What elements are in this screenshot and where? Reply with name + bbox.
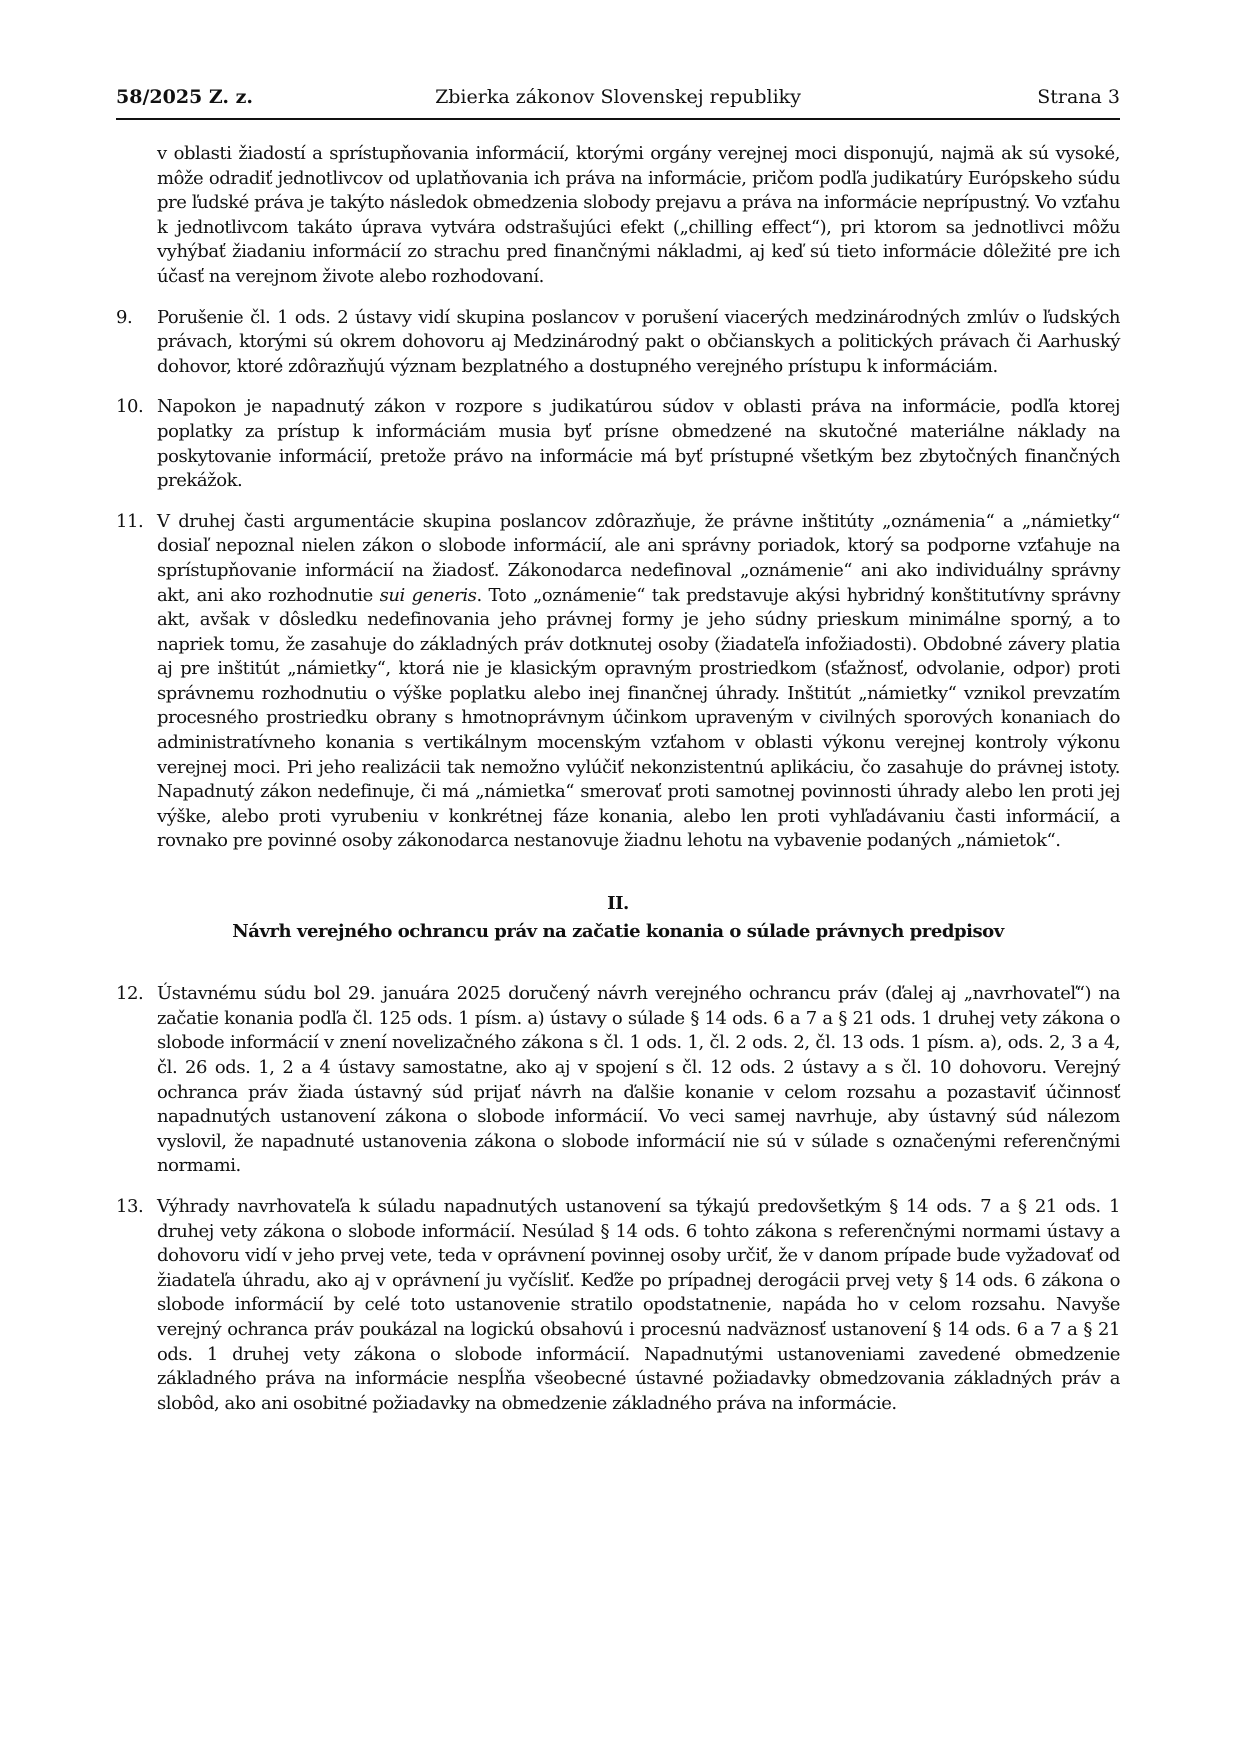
page-number: Strana 3 [1037,86,1120,108]
paragraph-text: Výhrady navrhovateľa k súladu napadnutých ustanovení sa týkajú predovšetkým § 14 ods. 7 a § 21 ods. 1 druhej vety zákona o slobode informácií. Nesúlad § 14 ods. 6 tohto zákona s referenčnými normami ústavy a dohovoru vidí v jeho prvej vete, teda v oprávnení povinnej osoby určiť, že v danom prípade bude vyžadovať od žiadateľa úhradu, ako aj v oprávnení ju vyčísliť. Keďže po prípadnej derogácii prvej vety § 14 ods. 6 zákona o slobode informácií by celé toto ustanovenie stratilo opodstatnenie, napáda ho v celom rozsahu. Navyše verejný ochranca práv poukázal na logickú obsahovú i procesnú nadväznosť ustanovení § 14 ods. 6 a 7 a § 21 ods. 1 druhej vety zákona o slobode informácií. Napadnutými ustanoveniami zavedené obmedzenie základného práva na informácie nespĺňa všeobecné ústavné požiadavky obmedzovania základných práv a slobôd, ako ani osobitné požiadavky na obmedzenie základného práva na informácie. [157,1195,1120,1414]
paragraph-text [157,510,1120,854]
section-number: II. [607,893,629,915]
document-body [116,142,1120,1432]
paragraph-text-part: V druhej časti argumentácie skupina poslancov zdôrazňuje, že právne inštitúty „oznámenia“ a „námietky“ dosiaľ nepoznal nielen zákon o slobode informácií, ale ani správny poriadok, ktorý sa podporne vzťahuje na sprístupňovanie informácií na žiadosť. Zákonodarca nedefinoval „oznámenie“ ani ako individuálny správny akt, ani ako rozhodnutie [157,510,1120,606]
paragraph-text: Napokon je napadnutý zákon v rozpore s judikatúrou súdov v oblasti práva na informácie, podľa ktorej poplatky za prístup k informáciám musia byť prísne obmedzené na skutočné materiálne náklady na poskytovanie informácií, pretože právo na informácie má byť prístupné všetkým bez zbytočných finančných prekážok. [157,396,1120,492]
paragraph-text-part: . Toto „oznámenie“ tak predstavuje akýsi hybridný konštitutívny správny akt, avšak v dôsledku nedefinovania jeho právnej formy je jeho súdny prieskum minimálne sporný, a to napriek tomu, že zasahuje do základných práv dotknutej osoby (žiadateľa infožiadosti). Obdobné závery platia aj pre inštitút „námietky“, ktorá nie je klasickým opravným prostriedkom (sťažnosť, odvolanie, odpor) proti správnemu rozhodnutiu o výške poplatku alebo inej finančnej úhrady. Inštitút „námietky“ vznikol prevzatím procesného prostriedku obrany s hmotnoprávnym účinkom upraveným v civilných sporových konaniach do administratívneho konania s vertikálnym mocenským vzťahom v oblasti výkonu verejnej kontroly výkonu verejnej moci. Pri jeho realizácii tak nemožno vylúčiť nekonzistentnú aplikáciu, čo zasahuje do právnej istoty. Napadnutý zákon nedefinuje, či má „námietka“ smerovať proti samotnej povinnosti úhrady alebo len proti jej výške, alebo proti vyrubeniu v konkrétnej fáze konania, alebo len proti vyhľadávaniu časti informácií, a rovnako pre povinné osoby zákonodarca nestanovuje žiadnu lehotu na vybavenie podaných „námietok“. [157,584,1120,852]
paragraph-number: 11. [116,510,144,532]
section-title: Návrh verejného ochrancu práv na začatie konania o súlade právnych predpisov [232,920,1004,942]
numbered-paragraph-12 [116,982,1120,1179]
paragraph-text: Ústavnému súdu bol 29. januára 2025 doručený návrh verejného ochrancu práv (ďalej aj „navrhovateľ“) na začatie konania podľa čl. 125 ods. 1 písm. a) ústavy o súlade § 14 ods. 6 a 7 a § 21 ods. 1 druhej vety zákona o slobode informácií v znení novelizačného zákona s čl. 1 ods. 1, čl. 2 ods. 2, čl. 13 ods. 1 písm. a), ods. 2, 3 a 4, čl. 26 ods. 1, 2 a 4 ústavy samostatne, ako aj v spojení s čl. 12 ods. 2 ústavy a s čl. 10 dohovoru. Verejný ochranca práv žiada ústavný súd prijať návrh na ďalšie konanie v celom rozsahu a pozastaviť účinnosť napadnutých ustanovení zákona o slobode informácií. Vo veci samej navrhuje, aby ústavný súd nálezom vyslovil, že napadnuté ustanovenia zákona o slobode informácií nie sú v súlade s označenými referenčnými normami. [157,983,1120,1177]
publication-title: Zbierka zákonov Slovenskej republiky [435,86,801,108]
numbered-paragraph-13 [116,1195,1120,1416]
italic-term: sui generis [379,584,477,606]
paragraph-text: Porušenie čl. 1 ods. 2 ústavy vidí skupina poslancov v porušení viacerých medzinárodných zmlúv o ľudských právach, ktorými sú okrem dohovoru aj Medzinárodný pakt o občianskych a politických právach či Aarhuský dohovor, ktoré zdôrazňujú význam bezplatného a dostupného verejného prístupu k informáciám. [157,306,1120,377]
paragraph-number: 13. [116,1195,144,1217]
section-heading [116,892,1120,944]
paragraph-number: 9. [116,306,133,328]
paragraph-number: 12. [116,983,144,1005]
page-header [116,84,1120,120]
numbered-paragraph-11 [116,510,1120,854]
numbered-paragraph-9 [116,306,1120,380]
continued-paragraph: v oblasti žiadostí a sprístupňovania informácií, ktorými orgány verejnej moci disponujú, najmä ak sú vysoké, môže odradiť jednotlivcov od uplatňovania ich práva na informácie, pričom podľa judikatúry Európskeho súdu pre ľudské práva je takýto následok obmedzenia slobody prejavu a práva na informácie neprípustný. Vo vzťahu k jednotlivcom takáto úprava vytvára odstrašujúci efekt („chilling effect“), pri ktorom sa jednotlivci môžu vyhýbať žiadaniu informácií zo strachu pred finančnými nákladmi, aj keď sú tieto informácie dôležité pre ich účasť na verejnom živote alebo rozhodovaní. [157,143,1120,287]
paragraph-number: 10. [116,396,144,418]
numbered-paragraph-10 [116,395,1120,493]
document-number: 58/2025 Z. z. [116,86,254,108]
